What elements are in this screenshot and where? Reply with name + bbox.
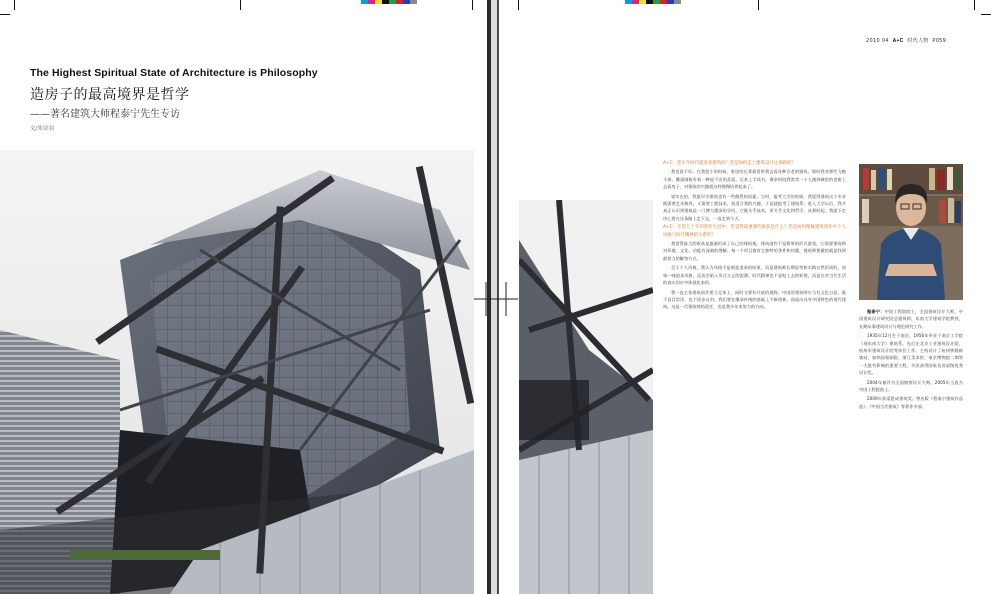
crop-mark — [758, 0, 759, 10]
portrait-caption — [859, 308, 963, 412]
interview-answer: 我一直主张建筑创作要立足本土，同时又要有开放的视野。中国的建筑师应当有文化自信，既不盲目崇洋，也不固步自封。我们要在继承传统的基础上不断创新，创造出具有中国特色的现代建筑。这是一代建筑师的责任，也是我多年来努力的方向。 — [663, 289, 846, 310]
crop-mark — [0, 14, 10, 15]
color-bar — [361, 0, 417, 4]
crop-mark — [240, 0, 241, 10]
crop-mark — [472, 0, 473, 10]
architect-name: 程泰宁： — [867, 309, 885, 314]
architect-portrait — [859, 164, 963, 300]
folio-issue: 2010 04 — [866, 38, 889, 44]
architect-bio: 中国工程院院士，全国建筑设计大师，中国建筑设计研究院总建筑师，东南大学建筑学院教授，长期从事建筑设计与理论研究工作。 — [859, 309, 963, 329]
architect-bio: 2009年获梁思成建筑奖。曾出版《程泰宁建筑作品选》、《中国当代建筑》等著作多部。 — [859, 396, 963, 409]
interview-answer: 至于个人风格，我认为风格不是刻意追求的结果，而是建筑师长期思考和实践自然形成的。如果一味追求风格，反而会陷入形式主义的泥潭。时代精神也不是贴上去的标签，而是在对当代生活的真实回应中体现出来的。 — [663, 265, 846, 286]
article-subtitle: ——著名建筑大师程泰宁先生专访 — [30, 109, 180, 120]
interview-column — [663, 160, 846, 313]
architect-bio: 1935年12月生于南京，1956年毕业于南京工学院（现东南大学）建筑系。先后在北京工业建筑设计院、杭州市建筑设计院等单位工作。主持设计了杭州铁路新客站、加纳国家剧院、浙江美术馆、南京博物院二期等一大批有影响的重要工程，多次获得国家及省部级优秀设计奖。 — [859, 333, 963, 376]
glass-steel-atrium-photo — [0, 150, 474, 594]
crop-mark — [14, 0, 15, 10]
architect-bio: 2004年被评为全国勘察设计大师，2005年当选为中国工程院院士。 — [859, 379, 963, 393]
interview-answer: 我也说不好。在我很小的时候，家里的长辈就常带我去看各种古老的建筑，那时我对那些飞檐斗拱、雕梁画栋有着一种说不出的喜爱。后来上学读书，课余时间我常常一个人跑到城里的老街上去看房子，对建筑的兴趣就这样慢慢培养起来了。 — [663, 169, 846, 190]
page-folio — [866, 37, 946, 44]
folio-brand: A+C — [892, 38, 904, 44]
article-title-chinese: 造房子的最高境界是哲学 — [30, 87, 190, 103]
interview-question: A+C：在您几十年的创作生涯中，您觉得最重要的收获是什么？您是如何理解建筑创作中个人风格与时代精神的关系的？ — [663, 225, 846, 238]
interview-answer: 说实在的，我最早学建筑也有一些偶然的因素。当时，报考大学的时候，我觉得建筑这个专业既需要艺术修养，又需要工程技术，很适合我的兴趣，于是就报考了建筑系。进入大学以后，我才真正认识到建筑是一门博大精深的学问，它既关乎技术，更关乎文化和哲学。从那时起，我就下定决心要在这条路上走下去，一直走到今天。 — [663, 193, 846, 221]
architect-portrait-photo — [859, 164, 963, 300]
architecture-photo-left — [0, 150, 474, 594]
crop-mark — [981, 14, 991, 15]
interview-question: A+C：您少年时代就喜欢建筑吗？您是如何走上建筑设计这条路的？ — [663, 161, 796, 166]
crop-mark — [974, 0, 975, 10]
architecture-photo-right — [519, 200, 653, 594]
article-title-english: The Highest Spiritual State of Architecture is Philosophy — [30, 67, 318, 79]
crop-mark — [518, 0, 519, 10]
interview-answer: 我觉得最大的收获是逐渐形成了自己的建筑观。建筑创作不是简单的形式游戏，它需要建筑师对环境、文化、功能有深刻的理解。每一个项目都有它独特的条件和问题，建筑师要做的就是找到最恰当的解答方式。 — [663, 241, 846, 261]
color-bar — [625, 0, 681, 4]
folio-page: P059 — [932, 38, 947, 44]
folio-section: 时代人物 — [907, 38, 929, 44]
registration-mark — [474, 282, 518, 316]
glass-steel-detail-photo — [519, 200, 653, 594]
byline: 文/朱诗羽 — [30, 126, 54, 132]
